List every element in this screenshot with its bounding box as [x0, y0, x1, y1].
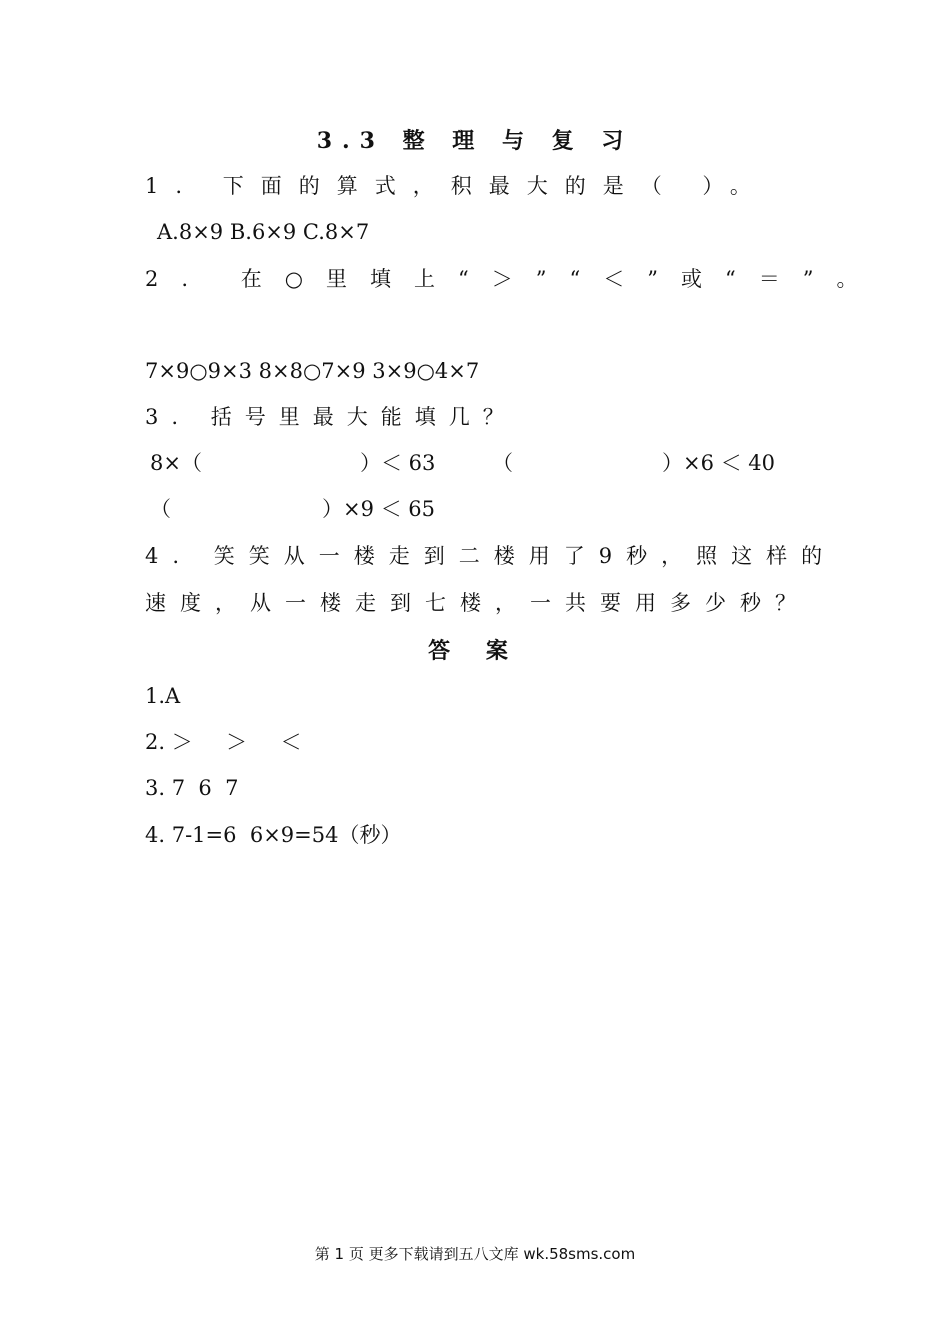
- answers-heading: 答 案: [428, 638, 522, 664]
- question-3-line-1-part-a: 8×（: [150, 451, 202, 475]
- question-3-line-2-part-a: （: [150, 497, 171, 521]
- question-4-line-2: 速度，从一楼走到七楼，一共要用多少秒？: [145, 591, 810, 615]
- question-2: 2. 在○里填上“＞”“＜”或“＝”。: [145, 267, 881, 291]
- answer-3: 3. 7 6 7: [145, 776, 239, 800]
- question-1-options: A.8×9 B.6×9 C.8×7: [157, 220, 370, 244]
- question-1: 1. 下面的算式，积最大的是（ ）。: [145, 174, 768, 198]
- answer-1: 1.A: [145, 684, 181, 708]
- answer-2: 2. ＞ ＞ ＜: [145, 730, 302, 754]
- question-3-line-1-part-b: ）＜ 63: [360, 451, 436, 475]
- question-3: 3. 括号里最大能填几？: [145, 405, 517, 429]
- question-3-line-1-part-d: ）×6 ＜ 40: [662, 451, 776, 475]
- answer-4: 4. 7-1=6 6×9=54（秒）: [145, 823, 402, 847]
- page-footer: 第 1 页 更多下载请到五八文库 wk.58sms.com: [314, 1245, 636, 1263]
- question-4-line-1: 4. 笑笑从一楼走到二楼用了9秒，照这样的: [145, 544, 837, 568]
- question-3-line-2-part-b: ）×9 ＜ 65: [322, 497, 436, 521]
- question-2-items: 7×9○9×3 8×8○7×9 3×9○4×7: [145, 359, 480, 383]
- question-3-line-1-part-c: （: [492, 451, 513, 475]
- page-title: 3.3 整 理 与 复 习: [316, 128, 634, 154]
